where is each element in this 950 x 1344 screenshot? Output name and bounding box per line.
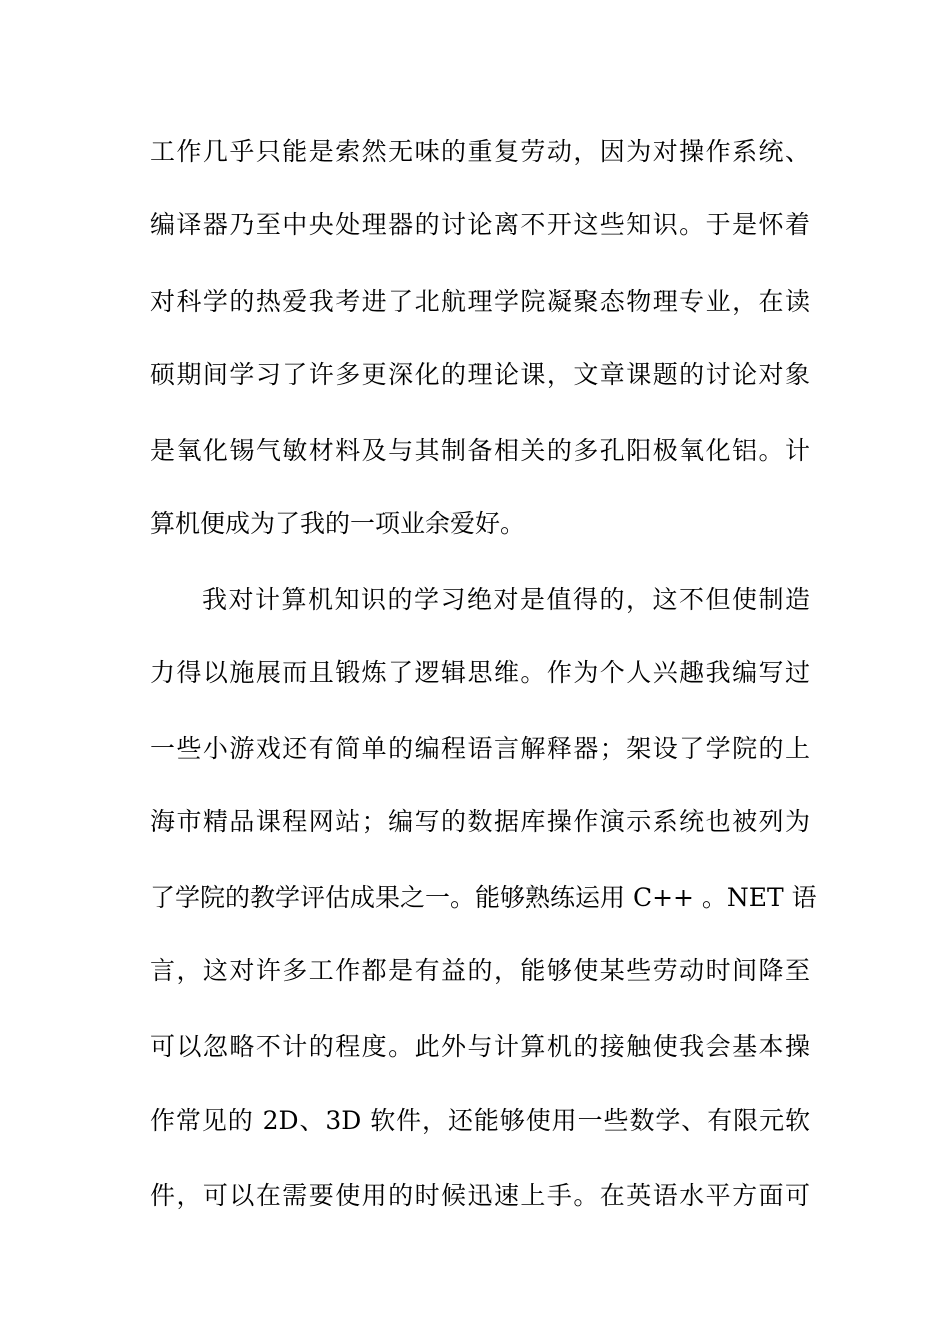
text-line: 硕期间学习了许多更深化的理论课，文章课题的讨论对象	[150, 360, 810, 389]
text-line: 是氧化锡气敏材料及与其制备相关的多孔阳极氧化铝。计	[150, 436, 810, 465]
text-line: 言，这对许多工作都是有益的，能够使某些劳动时间降至	[150, 956, 810, 985]
text-line: 海市精品课程网站；编写的数据库操作演示系统也被列为	[150, 807, 810, 836]
text-line: 件，可以在需要使用的时候迅速上手。在英语水平方面可	[150, 1181, 810, 1210]
text-line: 作常见的 2D、3D 软件，还能够使用一些数学、有限元软	[150, 1106, 810, 1135]
text-line: 我对计算机知识的学习绝对是值得的，这不但使制造	[202, 585, 810, 614]
text-line: 算机便成为了我的一项业余爱好。	[150, 509, 526, 538]
text-line: 一些小游戏还有简单的编程语言解释器；架设了学院的上	[150, 734, 810, 763]
text-line: 工作几乎只能是索然无味的重复劳动，因为对操作系统、	[150, 137, 810, 166]
text-line: 可以忽略不计的程度。此外与计算机的接触使我会基本操	[150, 1032, 810, 1061]
text-line: 了学院的教学评估成果之一。能够熟练运用 C++ 。NET 语	[150, 883, 817, 912]
text-line: 对科学的热爱我考进了北航理学院凝聚态物理专业，在读	[150, 287, 810, 316]
text-line: 力得以施展而且锻炼了逻辑思维。作为个人兴趣我编写过	[150, 658, 810, 687]
text-line: 编译器乃至中央处理器的讨论离不开这些知识。于是怀着	[150, 210, 810, 239]
